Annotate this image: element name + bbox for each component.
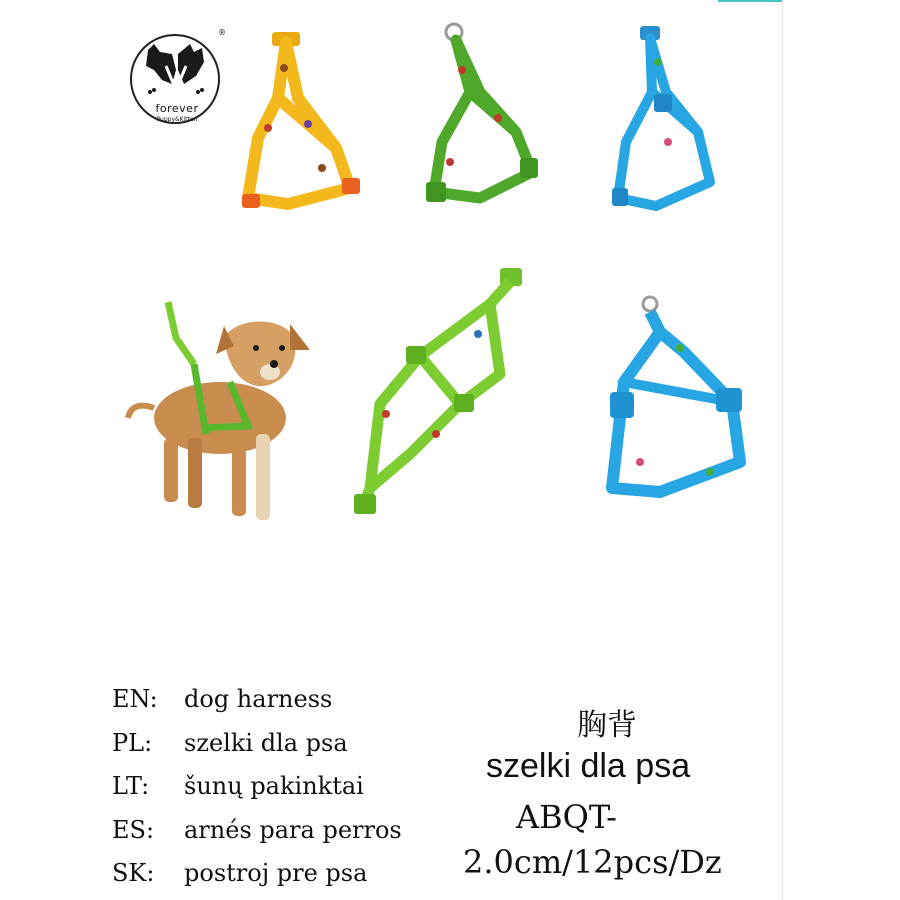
blue-harness-flat-image [600,292,750,506]
lime-harness-icon [350,264,528,522]
top-accent-bar [718,0,782,2]
dog-wearing-harness-image [124,298,314,534]
yellow-harness-image [238,28,366,224]
yellow-harness-icon [238,28,366,224]
green-harness-flat-image [350,264,528,522]
blue-harness-icon [606,22,718,212]
label-text: arnés para perros [184,815,402,844]
dog-cat-logo-icon [132,40,218,100]
label-code: LT: [112,772,150,800]
green-harness-image [420,22,542,208]
label-code: SK: [112,859,155,887]
dog-icon [124,298,314,534]
label-row-sk [112,852,402,896]
label-code: PL: [112,728,153,757]
label-row-lt [112,765,402,809]
blue-harness-flat-icon [600,292,750,506]
brand-logo [130,28,224,130]
label-code: EN: [112,685,158,713]
label-row-en [112,678,402,722]
chinese-product-title: 胸背 [577,708,637,743]
logo-tagline-text: Puppy&Kitten [156,116,198,123]
label-row-pl [112,722,402,766]
logo-brand-text: forever [155,102,199,115]
polish-product-name: szelki dla psa [486,747,691,785]
label-text: dog harness [184,685,333,713]
label-text: šunų pakinktai [184,772,364,800]
label-text: postroj pre psa [184,859,368,887]
product-code: ABQT- [516,798,617,836]
green-harness-icon [420,22,542,208]
right-margin-strip [782,0,900,900]
packing-spec: 2.0cm/12pcs/Dz [463,843,722,881]
label-code: ES: [112,815,155,844]
label-text: szelki dla psa [184,728,348,757]
label-row-es [112,809,402,853]
logo-ring [130,34,220,124]
translation-list [112,678,402,896]
registered-mark: ® [218,28,226,37]
blue-harness-image [606,22,718,212]
